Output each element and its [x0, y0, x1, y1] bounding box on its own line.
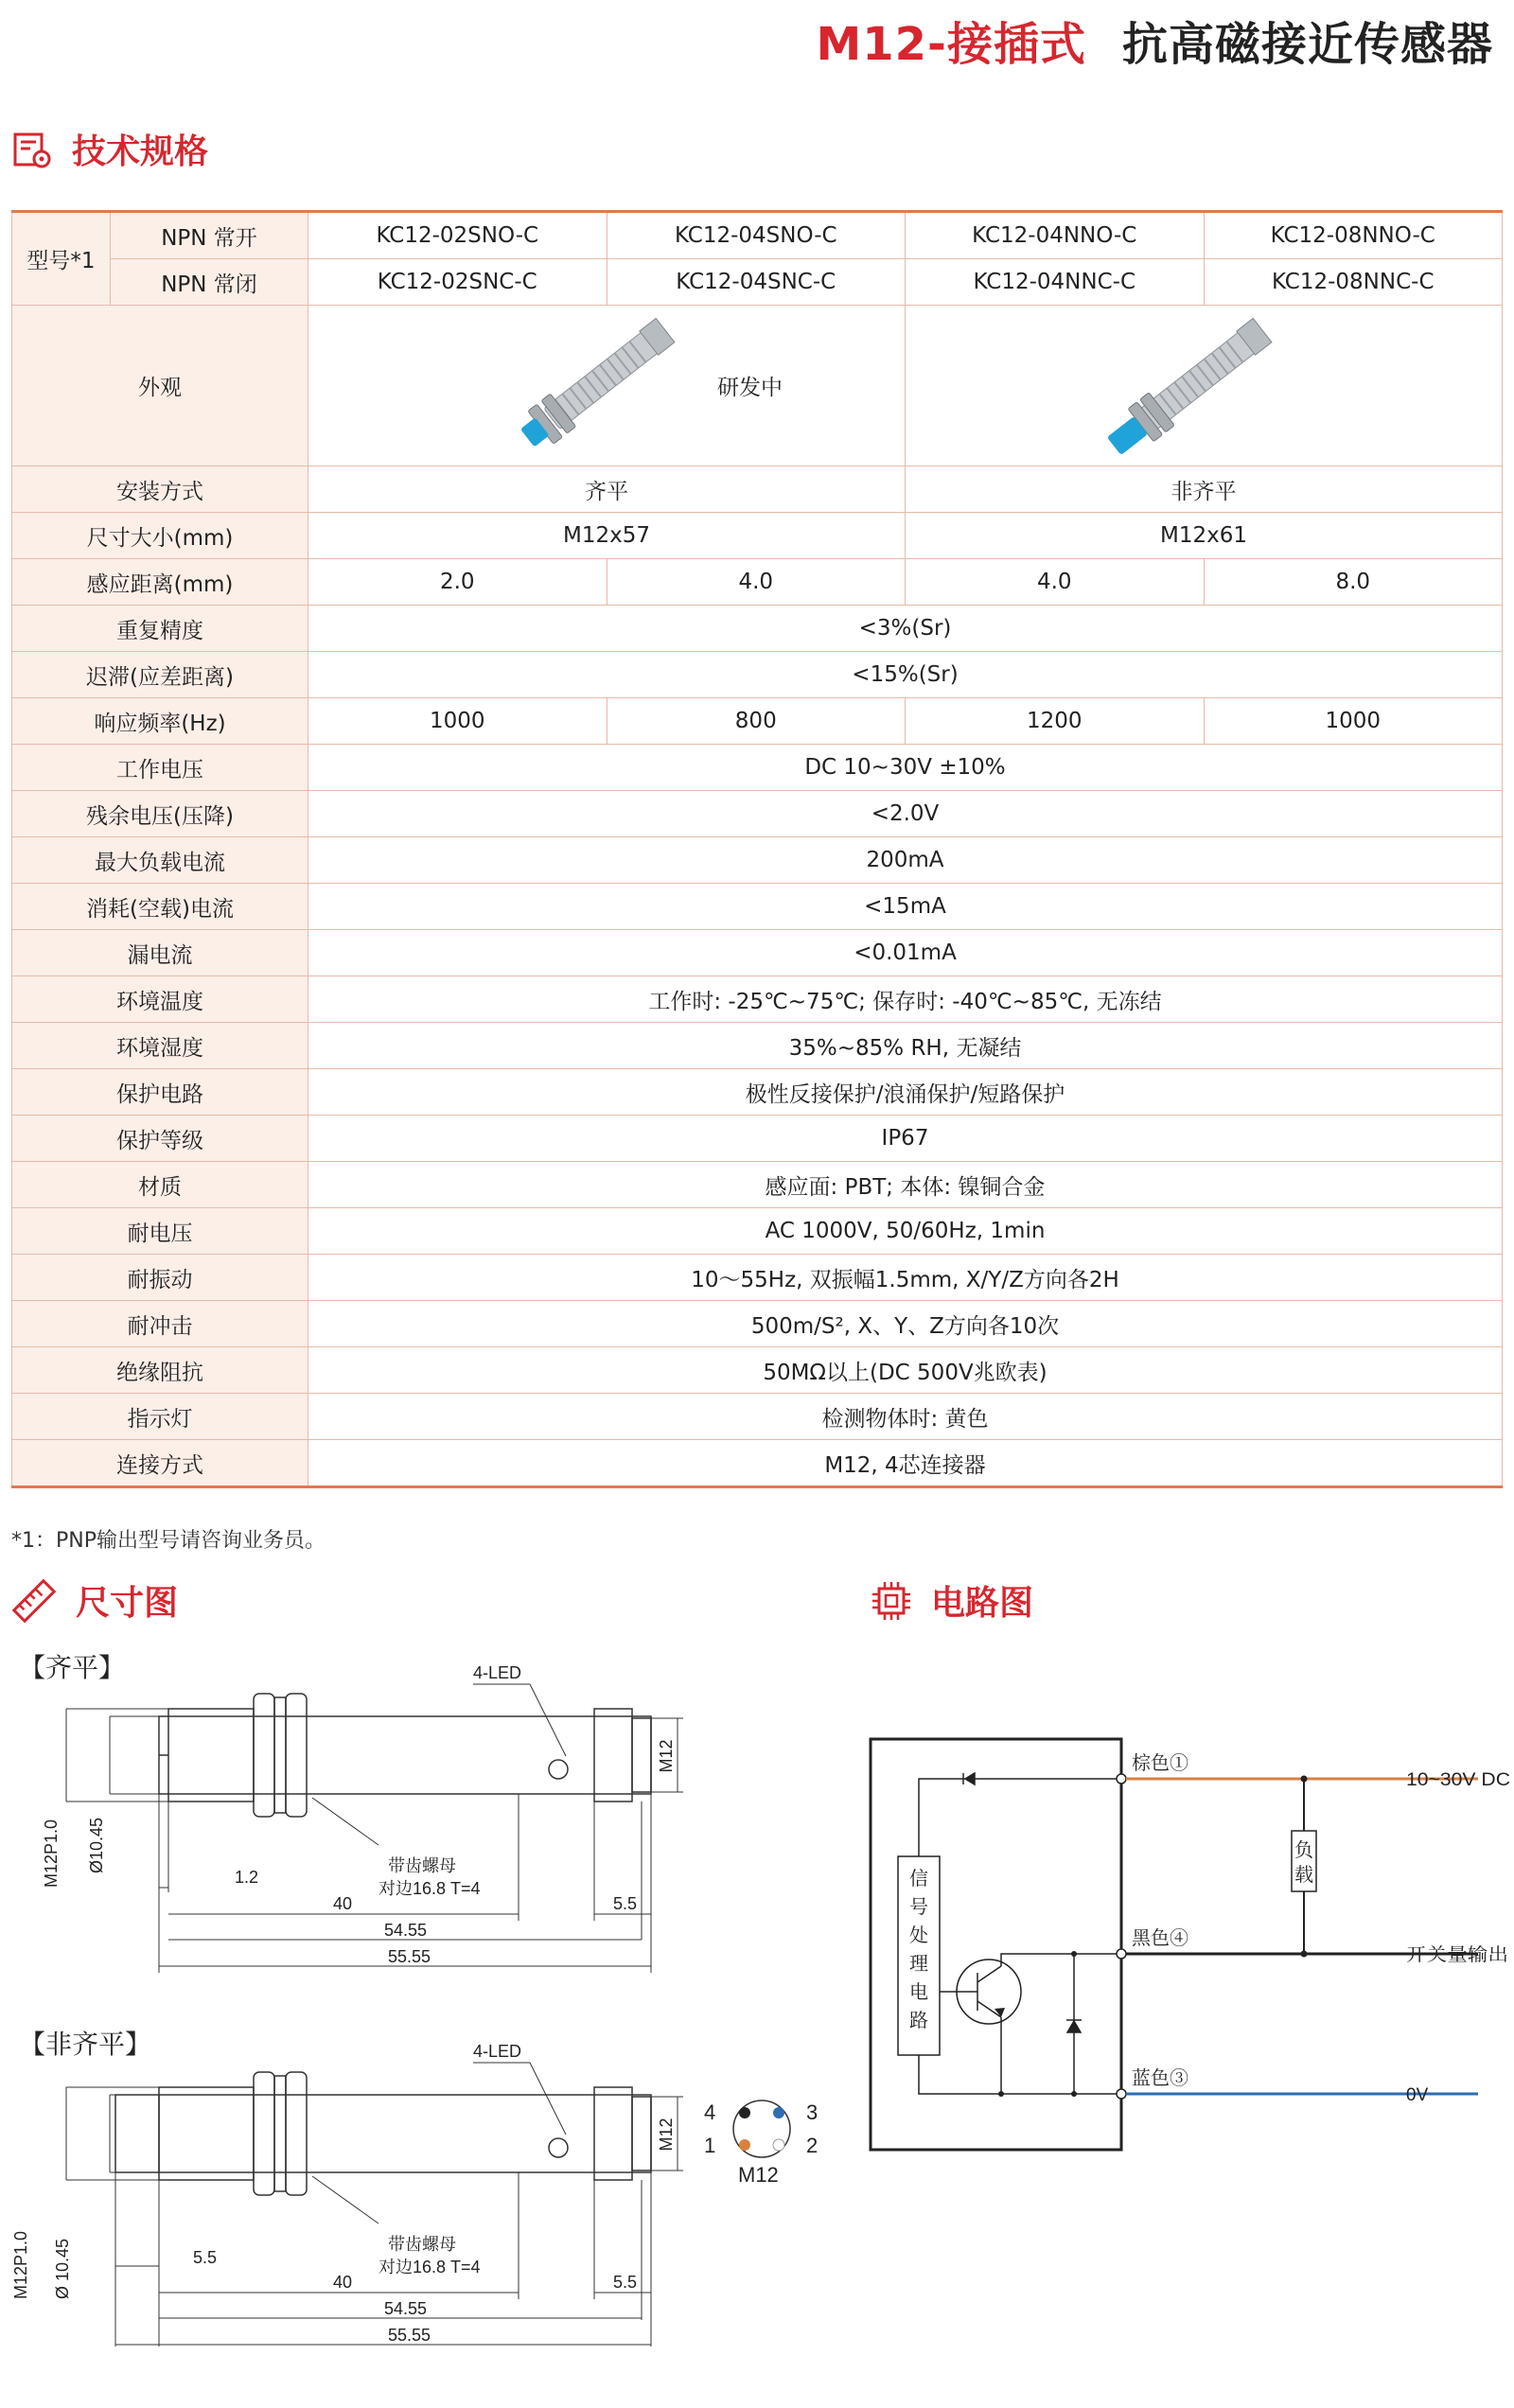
table-row	[12, 212, 1503, 259]
pin-2: 2	[806, 2134, 819, 2157]
flush-m12-label: M12	[657, 1739, 676, 1773]
page-title	[816, 8, 1493, 73]
sensor-photo-flush	[488, 306, 696, 466]
row-value: 35%~85% RH, 无凝结	[308, 1023, 1503, 1069]
footnote: *1：PNP输出型号请咨询业务员。	[11, 1529, 326, 1553]
nonflush-led-label: 4-LED	[473, 2042, 522, 2061]
spec-sheet-icon	[11, 129, 53, 170]
appearance-dev-text: 研发中	[717, 376, 783, 400]
table-row	[12, 606, 1503, 652]
table-row	[12, 837, 1503, 884]
row-label: 工作电压	[12, 745, 308, 791]
load-label: 负载	[1294, 1840, 1313, 1886]
row-value: 4.0	[607, 559, 906, 606]
flush-title: 【齐平】	[19, 1653, 126, 1682]
row-value: M12x57	[308, 513, 906, 559]
flush-dim-5-5: 5.5	[613, 1894, 638, 1913]
row-label: 耐振动	[12, 1255, 308, 1301]
nonflush-dim-54-55: 54.55	[384, 2299, 428, 2318]
row-value: <3%(Sr)	[308, 606, 1503, 652]
table-row	[12, 1208, 1503, 1255]
title-model: M12-接插式	[816, 18, 1086, 71]
table-row	[12, 259, 1503, 306]
model-cell: KC12-04NNC-C	[906, 259, 1205, 306]
pinout-label: M12	[738, 2163, 779, 2187]
table-row	[12, 1394, 1503, 1440]
row-label: 漏电流	[12, 930, 308, 976]
row-value: <0.01mA	[308, 930, 1503, 976]
spec-table	[11, 210, 1503, 1488]
dimension-section-title: 尺寸图	[76, 1584, 179, 1623]
row-value: IP67	[308, 1116, 1503, 1162]
m12-pinout	[704, 2100, 818, 2187]
nonflush-thread-label: M12P1.0	[11, 2230, 30, 2299]
row-value: 感应面: PBT; 本体: 镍铜合金	[308, 1162, 1503, 1208]
row-value: 800	[607, 698, 906, 745]
nonflush-dim-5-5: 5.5	[193, 2248, 218, 2267]
table-row	[12, 1255, 1503, 1301]
row-label: 绝缘阻抗	[12, 1347, 308, 1394]
zero-volt-label: 0V	[1406, 2085, 1429, 2105]
model-cell: KC12-02SNO-C	[308, 212, 607, 259]
row-label: 安装方式	[12, 466, 308, 513]
spec-section-title: 技术规格	[72, 132, 209, 171]
table-row	[12, 1301, 1503, 1347]
table-row	[12, 652, 1503, 698]
row-label: 保护电路	[12, 1069, 308, 1116]
table-row	[12, 1347, 1503, 1394]
npn-nc-label: NPN 常闭	[111, 259, 308, 306]
row-label: 消耗(空载)电流	[12, 884, 308, 930]
row-value: <15mA	[308, 884, 1503, 930]
row-label: 材质	[12, 1162, 308, 1208]
row-value: 极性反接保护/浪涌保护/短路保护	[308, 1069, 1503, 1116]
table-row	[12, 1069, 1503, 1116]
nonflush-nut-spec: 对边16.8 T=4	[378, 2258, 481, 2276]
row-value: 200mA	[308, 837, 1503, 884]
table-row	[12, 745, 1503, 791]
row-value: <2.0V	[308, 791, 1503, 837]
table-row	[12, 976, 1503, 1023]
row-value: M12x61	[906, 513, 1503, 559]
row-value: 工作时: -25℃~75℃; 保存时: -40℃~85℃, 无冻结	[308, 976, 1503, 1023]
flush-nut-spec: 对边16.8 T=4	[378, 1879, 481, 1898]
row-value: 50MΩ以上(DC 500V兆欧表)	[308, 1347, 1503, 1394]
nonflush-nut-label: 带齿螺母	[388, 2235, 456, 2254]
table-row	[12, 513, 1503, 559]
row-label: 保护等级	[12, 1116, 308, 1162]
flush-nut-label: 带齿螺母	[388, 1856, 456, 1875]
row-label: 尺寸大小(mm)	[12, 513, 308, 559]
ruler-icon	[11, 1578, 57, 1624]
dimension-section-heading	[11, 1576, 178, 1625]
blue-wire-label: 蓝色③	[1132, 2068, 1188, 2089]
flush-dim-1-2: 1.2	[235, 1868, 259, 1887]
sensor-photo-nonflush	[1085, 306, 1294, 466]
table-row	[12, 698, 1503, 745]
supply-label: 10~30V DC	[1406, 1770, 1510, 1790]
table-row	[12, 1162, 1503, 1208]
table-row	[12, 930, 1503, 976]
row-label: 环境温度	[12, 976, 308, 1023]
row-value: <15%(Sr)	[308, 652, 1503, 698]
row-value: 1000	[1204, 698, 1503, 745]
model-cell: KC12-04NNO-C	[906, 212, 1205, 259]
row-value: 检测物体时: 黄色	[308, 1394, 1503, 1440]
row-value: DC 10~30V ±10%	[308, 745, 1503, 791]
row-label: 连接方式	[12, 1440, 308, 1487]
pin-1: 1	[704, 2134, 716, 2157]
table-row	[12, 1116, 1503, 1162]
nonflush-sensor-outline	[115, 2072, 651, 2195]
row-value: 2.0	[308, 559, 607, 606]
chip-icon	[871, 1580, 912, 1622]
row-value: 10～55Hz, 双振幅1.5mm, X/Y/Z方向各2H	[308, 1255, 1503, 1301]
row-value: 4.0	[906, 559, 1205, 606]
switch-output-label: 开关量输出	[1406, 1945, 1497, 1965]
nonflush-dim-55-55: 55.55	[388, 2326, 431, 2345]
flush-thread-label: M12P1.0	[42, 1819, 61, 1888]
row-label: 环境湿度	[12, 1023, 308, 1069]
flush-dim-54-55: 54.55	[384, 1921, 428, 1940]
model-label: 型号*1	[12, 212, 111, 306]
row-label: 耐冲击	[12, 1301, 308, 1347]
circuit-diagram	[861, 1703, 1514, 2176]
model-cell: KC12-04SNC-C	[607, 259, 906, 306]
row-value: AC 1000V, 50/60Hz, 1min	[308, 1208, 1503, 1255]
nonflush-title: 【非齐平】	[19, 2030, 152, 2059]
row-value: 1200	[906, 698, 1205, 745]
nonflush-m12-label: M12	[657, 2118, 676, 2152]
model-cell: KC12-02SNC-C	[308, 259, 607, 306]
row-label: 最大负载电流	[12, 837, 308, 884]
row-value: 1000	[308, 698, 607, 745]
table-row	[12, 559, 1503, 606]
model-cell: KC12-08NNC-C	[1204, 259, 1503, 306]
row-value: 8.0	[1204, 559, 1503, 606]
model-cell: KC12-08NNO-C	[1204, 212, 1503, 259]
flush-led-label: 4-LED	[473, 1663, 522, 1682]
row-value: 非齐平	[906, 466, 1503, 513]
table-row	[12, 466, 1503, 513]
pin-4: 4	[704, 2100, 716, 2124]
appearance-flush	[308, 306, 906, 466]
flush-sensor-outline	[159, 1694, 651, 1817]
table-row	[12, 306, 1503, 466]
row-label: 重复精度	[12, 606, 308, 652]
table-row	[12, 791, 1503, 837]
row-label: 响应频率(Hz)	[12, 698, 308, 745]
model-cell: KC12-04SNO-C	[607, 212, 906, 259]
row-label: 残余电压(压降)	[12, 791, 308, 837]
row-label: 迟滞(应差距离)	[12, 652, 308, 698]
nonflush-dim-5-5-tail: 5.5	[613, 2273, 638, 2292]
row-value: M12, 4芯连接器	[308, 1440, 1503, 1487]
nonflush-dia-label: Ø 10.45	[53, 2238, 72, 2299]
black-wire-label: 黑色④	[1132, 1928, 1188, 1949]
spec-section-heading	[11, 125, 208, 173]
title-product: 抗高磁接近传感器	[1121, 18, 1493, 71]
circuit-section-heading	[871, 1576, 1033, 1625]
dimension-drawing	[0, 1646, 833, 2365]
flush-dim-55-55: 55.55	[388, 1947, 431, 1966]
row-label: 耐电压	[12, 1208, 308, 1255]
appearance-label: 外观	[12, 306, 308, 466]
table-row	[12, 884, 1503, 930]
row-label: 指示灯	[12, 1394, 308, 1440]
flush-dia-label: Ø10.45	[87, 1817, 106, 1873]
pin-3: 3	[806, 2100, 819, 2124]
table-row	[12, 1023, 1503, 1069]
appearance-nonflush	[906, 306, 1503, 466]
table-row	[12, 1440, 1503, 1487]
row-label: 感应距离(mm)	[12, 559, 308, 606]
circuit-section-title: 电路图	[931, 1584, 1034, 1623]
npn-no-label: NPN 常开	[111, 212, 308, 259]
row-value: 500m/S², X、Y、Z方向各10次	[308, 1301, 1503, 1347]
row-value: 齐平	[308, 466, 906, 513]
flush-dim-40: 40	[333, 1894, 353, 1913]
brown-wire-label: 棕色①	[1132, 1753, 1188, 1774]
signal-circuit-label: 信号处理电路	[909, 1869, 928, 2031]
nonflush-dim-40: 40	[333, 2273, 353, 2292]
